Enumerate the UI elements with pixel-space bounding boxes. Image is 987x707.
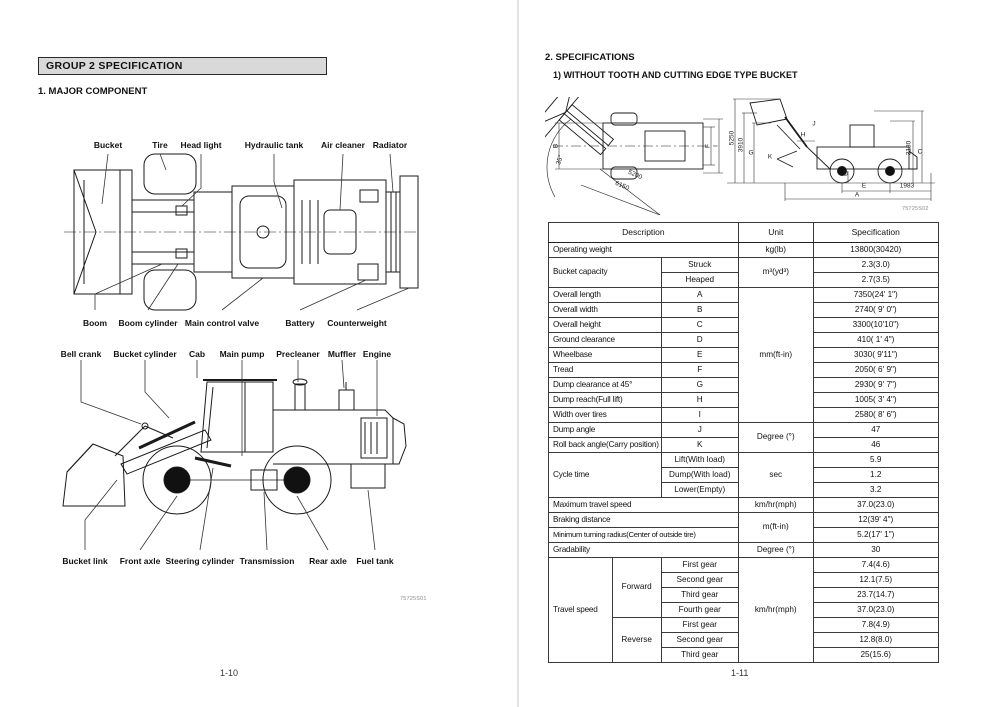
- sub-desc-cell: Forward: [612, 558, 661, 618]
- bucket-side: [63, 444, 125, 506]
- unit-cell: m³(yd³): [738, 258, 813, 288]
- spec-cell: 13800(30420): [813, 243, 938, 258]
- part-label-bucket: Bucket: [93, 140, 123, 150]
- spec-cell: 2.7(3.5): [813, 273, 938, 288]
- part-label-steering-cylinder: Steering cylinder: [165, 556, 235, 566]
- sub-desc-cell: Lift(With load): [661, 453, 738, 468]
- spec-cell: 37.0(23.0): [813, 498, 938, 513]
- dim-label-a: A: [854, 191, 860, 199]
- table-row: [549, 498, 939, 513]
- part-label-front-axle: Front axle: [119, 556, 161, 566]
- group-header-text: GROUP 2 SPECIFICATION: [46, 60, 183, 72]
- dimension-diagram-drawing: [545, 97, 935, 215]
- rear-body: [273, 379, 406, 464]
- table-row: [549, 558, 939, 573]
- dim-label-h: H: [800, 131, 806, 139]
- part-label-main-control-valve: Main control valve: [184, 318, 260, 328]
- part-label-bucket-link: Bucket link: [62, 556, 108, 566]
- fuel-tank-shape: [351, 464, 385, 488]
- desc-cell: Dump reach(Full lift): [549, 393, 662, 408]
- desc-cell: Bucket capacity: [549, 258, 662, 288]
- dim-label-d: D: [843, 170, 849, 178]
- sub-desc-cell: Lower(Empty): [661, 483, 738, 498]
- part-label-rear-axle: Rear axle: [309, 556, 347, 566]
- desc-cell: Overall length: [549, 288, 662, 303]
- hydraulic-tank-shape: [360, 190, 378, 202]
- dim-label-5250: 5250: [728, 130, 736, 146]
- dim-label-angle-35: 35°: [555, 154, 565, 166]
- spec-cell: 5.2(17' 1"): [813, 528, 938, 543]
- page-right: [519, 0, 987, 707]
- bucket-cylinder-shape: [139, 422, 195, 448]
- desc-cell: Ground clearance: [549, 333, 662, 348]
- desc-cell: Overall width: [549, 303, 662, 318]
- figure-code-right: 75725S02: [902, 206, 929, 212]
- col-header-unit: Unit: [738, 223, 813, 243]
- table-row: [549, 288, 939, 303]
- desc-cell: Tread: [549, 363, 662, 378]
- spec-cell: 30: [813, 543, 938, 558]
- part-label-head-light: Head light: [180, 140, 222, 150]
- dim-label-1983: 1983: [899, 182, 915, 190]
- dim-label-5200: 5200: [626, 168, 644, 182]
- sub-desc-cell: Heaped: [661, 273, 738, 288]
- muffler-shape: [339, 390, 354, 410]
- desc-cell: Cycle time: [549, 453, 662, 498]
- figure-code-left: 75725S01: [400, 596, 427, 602]
- spec-cell: 2740( 9' 0"): [813, 303, 938, 318]
- dim-label-6150: 6150: [613, 179, 631, 193]
- table-row: [549, 243, 939, 258]
- spec-cell: 23.7(14.7): [813, 588, 938, 603]
- desc-cell: Overall height: [549, 318, 662, 333]
- letter-cell: G: [661, 378, 738, 393]
- table-row: [549, 543, 939, 558]
- spec-cell: 7.8(4.9): [813, 618, 938, 633]
- unit-cell: Degree (°): [738, 543, 813, 558]
- bucket-top-view: [74, 170, 132, 294]
- dim-label-3130: 3130: [905, 140, 913, 156]
- side-view-drawing: [55, 360, 425, 552]
- table-row: [549, 423, 939, 438]
- desc-cell: Minimum turning radius(Center of outside tire): [549, 528, 739, 543]
- letter-cell: A: [661, 288, 738, 303]
- part-label-cab: Cab: [188, 349, 206, 359]
- sub-desc-cell: Dump(With load): [661, 468, 738, 483]
- spec-cell: 5.9: [813, 453, 938, 468]
- desc-cell: Width over tires: [549, 408, 662, 423]
- group-header: [38, 57, 327, 75]
- desc-cell: Maximum travel speed: [549, 498, 739, 513]
- table-header-row: [549, 223, 939, 243]
- desc-cell: Gradability: [549, 543, 739, 558]
- col-header-specification: Specification: [813, 223, 938, 243]
- sub-desc-cell: Third gear: [661, 588, 738, 603]
- letter-cell: I: [661, 408, 738, 423]
- unit-cell: km/hr(mph): [738, 558, 813, 663]
- desc-cell: Dump angle: [549, 423, 662, 438]
- table-row: [549, 258, 939, 273]
- table-row: [549, 453, 939, 468]
- part-label-fuel-tank: Fuel tank: [356, 556, 394, 566]
- section-title-specifications: 2. SPECIFICATIONS: [545, 52, 635, 63]
- part-label-counterweight: Counterweight: [327, 318, 387, 328]
- desc-cell: Operating weight: [549, 243, 739, 258]
- part-label-bucket-cylinder: Bucket cylinder: [113, 349, 177, 359]
- dim-label-j: J: [812, 120, 816, 128]
- unit-cell: Degree (°): [738, 423, 813, 453]
- spec-cell: 25(15.6): [813, 648, 938, 663]
- part-label-boom: Boom: [82, 318, 108, 328]
- dim-label-e: E: [861, 182, 867, 190]
- part-label-transmission: Transmission: [239, 556, 295, 566]
- spec-cell: 7350(24' 1"): [813, 288, 938, 303]
- dim-label-3910: 3910: [737, 137, 745, 153]
- sub-desc-cell: Third gear: [661, 648, 738, 663]
- letter-cell: F: [661, 363, 738, 378]
- steering-cylinder-shape: [195, 458, 231, 466]
- page-divider: [517, 0, 519, 707]
- letter-cell: E: [661, 348, 738, 363]
- cab-shape: [201, 380, 277, 452]
- bell-crank-shape: [115, 423, 173, 456]
- spec-cell: 3.2: [813, 483, 938, 498]
- desc-cell: Dump clearance at 45°: [549, 378, 662, 393]
- counterweight-side: [393, 418, 406, 464]
- raised-bucket: [750, 99, 787, 125]
- letter-cell: B: [661, 303, 738, 318]
- dim-top-view: [545, 97, 707, 215]
- dim-label-c: C: [917, 148, 923, 156]
- part-label-radiator: Radiator: [372, 140, 408, 150]
- spec-cell: 1.2: [813, 468, 938, 483]
- part-label-air-cleaner: Air cleaner: [321, 140, 365, 150]
- sub-desc-cell: Second gear: [661, 633, 738, 648]
- dim-label-f: F: [704, 144, 712, 148]
- sub-desc-cell: Struck: [661, 258, 738, 273]
- battery-shape: [358, 264, 378, 280]
- part-label-muffler: Muffler: [327, 349, 357, 359]
- spec-cell: 1005( 3' 4"): [813, 393, 938, 408]
- section-title-major-component: 1. MAJOR COMPONENT: [38, 86, 148, 97]
- part-label-boom-cylinder: Boom cylinder: [118, 318, 178, 328]
- part-label-main-pump: Main pump: [219, 349, 265, 359]
- desc-cell: Wheelbase: [549, 348, 662, 363]
- subsection-title-bucket-type: 1) WITHOUT TOOTH AND CUTTING EDGE TYPE BUCKET: [553, 70, 798, 80]
- sub-desc-cell: First gear: [661, 558, 738, 573]
- dim-side-view: [750, 99, 917, 183]
- precleaner-shape: [295, 384, 305, 410]
- specification-table: [548, 222, 939, 663]
- part-label-tire: Tire: [152, 140, 168, 150]
- dim-label-b: B: [552, 143, 560, 149]
- sub-desc-cell: Reverse: [612, 618, 661, 663]
- letter-cell: K: [661, 438, 738, 453]
- spec-cell: 410( 1' 4"): [813, 333, 938, 348]
- part-label-precleaner: Precleaner: [276, 349, 320, 359]
- dim-label-g: G: [748, 149, 754, 157]
- sub-desc-cell: First gear: [661, 618, 738, 633]
- unit-cell: km/hr(mph): [738, 498, 813, 513]
- desc-cell: Travel speed: [549, 558, 613, 663]
- desc-cell: Braking distance: [549, 513, 739, 528]
- letter-cell: J: [661, 423, 738, 438]
- page-number-right: 1-11: [731, 668, 749, 678]
- spec-cell: 2580( 8' 6"): [813, 408, 938, 423]
- spec-cell: 46: [813, 438, 938, 453]
- spec-cell: 12(39' 4"): [813, 513, 938, 528]
- spec-cell: 2930( 9' 7"): [813, 378, 938, 393]
- desc-cell: Roll back angle(Carry position): [549, 438, 662, 453]
- spec-cell: 7.4(4.6): [813, 558, 938, 573]
- table-row: [549, 513, 939, 528]
- spec-cell: 3300(10'10"): [813, 318, 938, 333]
- unit-cell: mm(ft-in): [738, 288, 813, 423]
- spec-cell: 2050( 6' 9"): [813, 363, 938, 378]
- unit-cell: sec: [738, 453, 813, 498]
- spec-cell: 3030( 9'11"): [813, 348, 938, 363]
- part-label-engine: Engine: [362, 349, 392, 359]
- letter-cell: D: [661, 333, 738, 348]
- sub-desc-cell: Second gear: [661, 573, 738, 588]
- spec-cell: 37.0(23.0): [813, 603, 938, 618]
- leader-lines-side-view: [81, 360, 377, 550]
- part-label-hydraulic-tank: Hydraulic tank: [244, 140, 304, 150]
- spec-cell: 12.1(7.5): [813, 573, 938, 588]
- sub-desc-cell: Fourth gear: [661, 603, 738, 618]
- spec-cell: 12.8(8.0): [813, 633, 938, 648]
- col-header-description: Description: [549, 223, 739, 243]
- unit-cell: kg(lb): [738, 243, 813, 258]
- dim-label-i: I: [712, 145, 720, 147]
- top-view-drawing: [60, 152, 420, 312]
- dim-label-k: K: [767, 153, 773, 161]
- letter-cell: C: [661, 318, 738, 333]
- page-number-left: 1-10: [220, 668, 239, 678]
- part-label-battery: Battery: [285, 318, 315, 328]
- part-label-bell-crank: Bell crank: [60, 349, 102, 359]
- unit-cell: m(ft-in): [738, 513, 813, 543]
- letter-cell: H: [661, 393, 738, 408]
- spec-cell: 47: [813, 423, 938, 438]
- spec-cell: 2.3(3.0): [813, 258, 938, 273]
